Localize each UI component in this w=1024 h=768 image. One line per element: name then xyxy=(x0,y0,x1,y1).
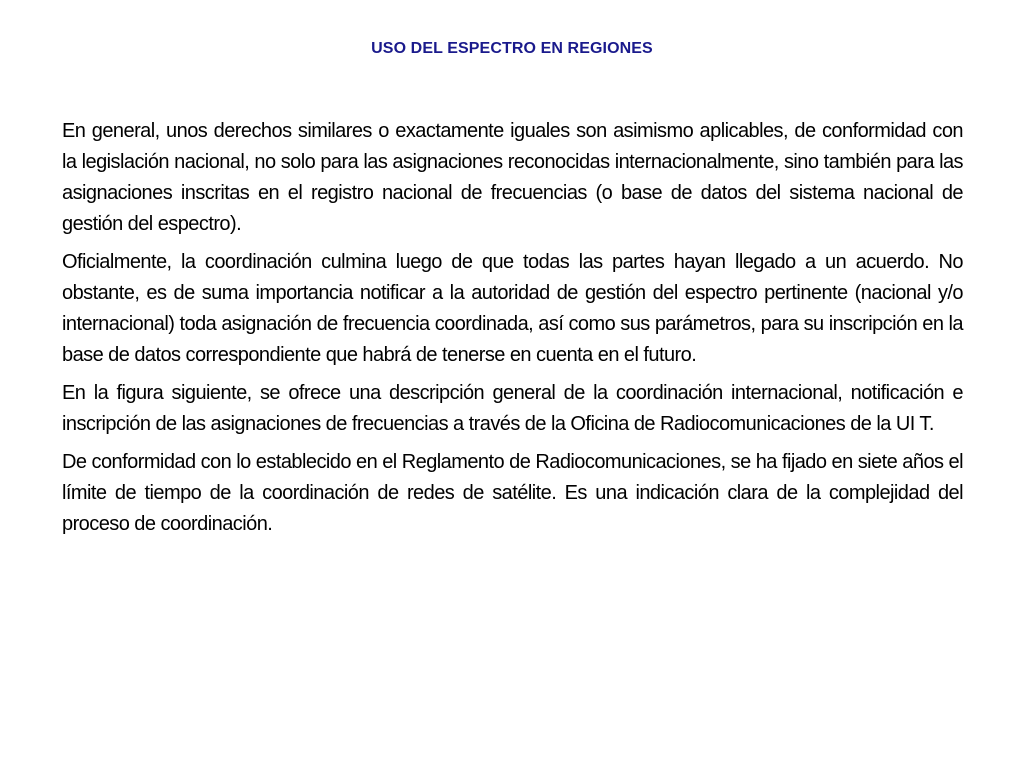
paragraph-3: En la figura siguiente, se ofrece una descripción general de la coordinación internacional, notificación e inscripción de las asignaciones de frecuencias a través de la Oficina de Radiocomunicaciones de la UI T. xyxy=(62,382,963,435)
paragraph-2: Oficialmente, la coordinación culmina luego de que todas las partes hayan llegado a un acuerdo. No obstante, es de suma importancia notificar a la autoridad de gestión del espectro pertinente (nacional y/o internacional) toda asignación de frecuencia coordinada, así como sus parámetros, para su inscripción en la base de datos correspondiente que habrá de tenerse en cuenta en el futuro. xyxy=(62,251,963,366)
slide-title: USO DEL ESPECTRO EN REGIONES xyxy=(371,40,653,57)
paragraph-4: De conformidad con lo establecido en el Reglamento de Radiocomunicaciones, se ha fijado en siete años el límite de tiempo de la coordinación de redes de satélite. Es una indicación clara de la complejidad del proceso de coordinación. xyxy=(62,451,963,535)
paragraph-1: En general, unos derechos similares o exactamente iguales son asimismo aplicables, de conformidad con la legislación nacional, no solo para las asignaciones reconocidas internacionalmente, sino también para las asignaciones inscritas en el registro nacional de frecuencias (o base de datos del sistema nacional de gestión del espectro). xyxy=(62,120,963,235)
slide-body xyxy=(62,116,963,547)
